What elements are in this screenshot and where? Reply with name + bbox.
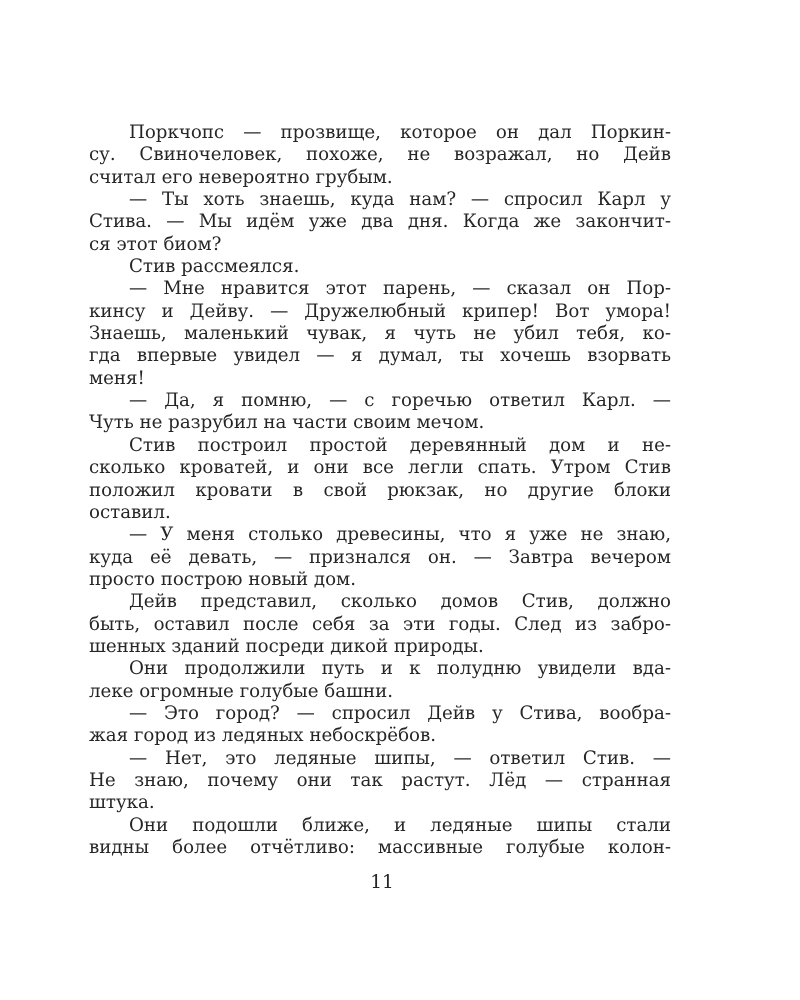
- text-line: Стива. — Мы идём уже два дня. Когда же закончит-: [89, 211, 671, 233]
- text-line: Они продолжили путь и к полудню увидели вда-: [129, 658, 671, 680]
- text-line: оставил.: [89, 501, 171, 523]
- text-line: жая город из ледяных небоскрёбов.: [89, 725, 436, 747]
- text-line: Стив рассмеялся.: [129, 256, 300, 278]
- text-line: кинсу и Дейву. — Дружелюбный крипер! Вот умора!: [89, 300, 671, 322]
- text-line: быть, оставил после себя за эти годы. След из забро-: [89, 613, 671, 635]
- text-line: Поркчопс — прозвище, которое он дал Поркин-: [129, 122, 671, 143]
- text-line: просто построю новый дом.: [89, 568, 356, 590]
- text-line: Стив построил простой деревянный дом и не-: [129, 434, 671, 456]
- text-line: — У меня столько древесины, что я уже не знаю,: [129, 524, 671, 546]
- text-line: Знаешь, маленький чувак, я чуть не убил тебя, ко-: [89, 323, 671, 345]
- text-line: Чуть не разрубил на части своим мечом.: [89, 412, 485, 434]
- text-line: куда её девать, — признался он. — Завтра вечером: [89, 546, 671, 568]
- text-line: штука.: [89, 792, 155, 814]
- text-line: видны более отчётливо: массивные голубые колон-: [89, 837, 671, 858]
- text-line: положил кровати в свой рюкзак, но другие блоки: [89, 479, 671, 501]
- text-line: су. Свиночеловек, похоже, не возражал, но Дейв: [89, 144, 671, 166]
- body-text: [89, 122, 671, 859]
- text-line: — Ты хоть знаешь, куда нам? — спросил Карл у: [129, 189, 671, 211]
- text-line: — Это город? — спросил Дейв у Стива, вообра-: [129, 702, 671, 724]
- text-line: Дейв представил, сколько домов Стив, должно: [129, 591, 671, 613]
- page-number: 11: [370, 872, 394, 893]
- text-line: шенных зданий посреди дикой природы.: [89, 635, 484, 657]
- text-line: считал его невероятно грубым.: [89, 166, 393, 188]
- text-line: сколько кроватей, и они все легли спать. Утром Стив: [89, 457, 671, 479]
- text-line: Не знаю, почему они так растут. Лёд — странная: [89, 769, 671, 791]
- text-line: леке огромные голубые башни.: [89, 680, 394, 702]
- text-line: — Нет, это ледяные шипы, — ответил Стив. —: [129, 747, 671, 769]
- text-line: Они подошли ближе, и ледяные шипы стали: [129, 814, 671, 836]
- text-line: ся этот биом?: [89, 233, 222, 255]
- text-line: гда впервые увидел — я думал, ты хочешь взорвать: [89, 345, 671, 367]
- text-line: — Да, я помню, — с горечью ответил Карл. —: [129, 390, 671, 412]
- text-line: меня!: [89, 367, 145, 389]
- text-line: — Мне нравится этот парень, — сказал он Пор-: [129, 278, 671, 300]
